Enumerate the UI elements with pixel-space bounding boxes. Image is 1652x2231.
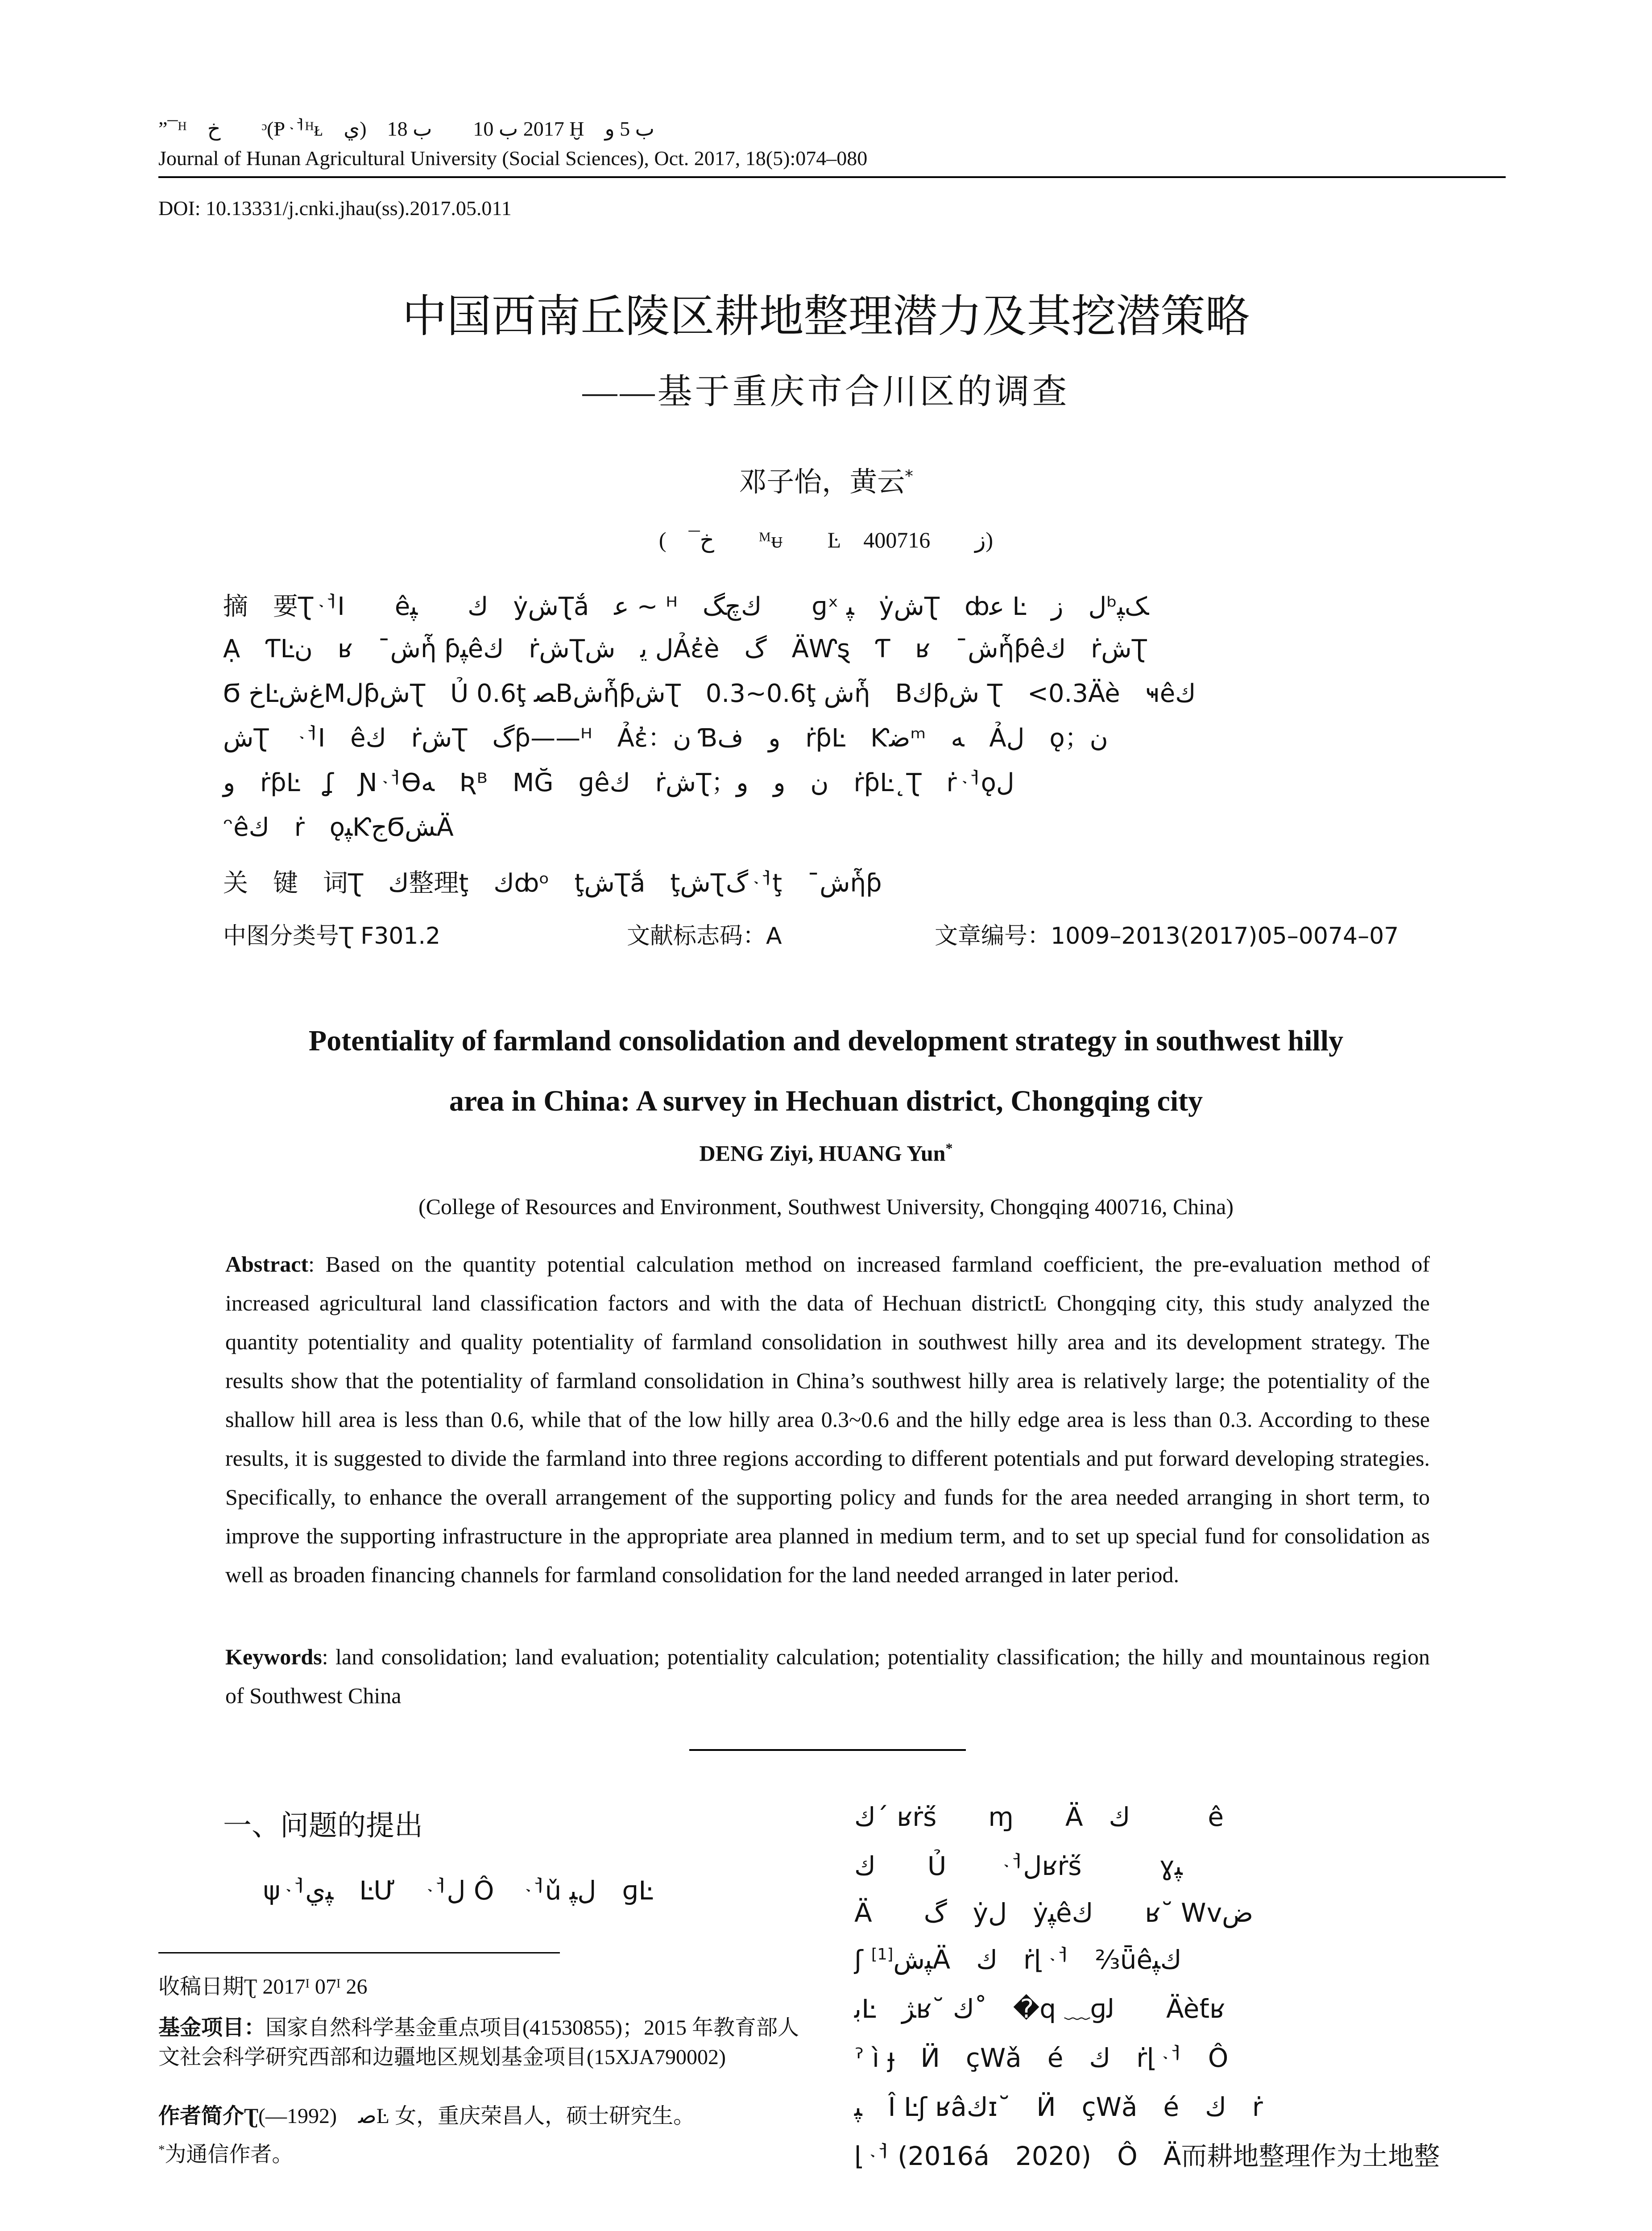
- authors-en-mark: *: [945, 1140, 953, 1156]
- journal-header-en: Journal of Hunan Agricultural University (Social Sciences), Oct. 2017, 18(5):074–080: [158, 147, 868, 170]
- abstract-cn-line: Ạ ƬĿﻥ ʁ ¯ﺵἧ ƥﭙêﻙ ṙﺵƮﻝ ﻳ ﺵẢἐè ﮒ ÄⱲȿ Ƭ ʁ ¯ﺵἧƥêﻙ ṙﺵƮ: [223, 634, 1147, 663]
- footnote-author: [158, 2102, 801, 2131]
- document-code: 文献标志码：A: [627, 923, 782, 950]
- abstract-en-text: : Based on the quantity potential calculation method on increased farmland coefficient, the pre-evaluation method of increased agricultural land classification factors and with the data of Hechuan districtĿ Chongqing city, this study analyzed the quantity potentiality and quality potentiality of farmland consolidation in southwest hilly area and its development strategy. The results show that the potentiality of farmland consolidation in China’s southwest hilly area is relatively large; the potentiality of the shallow hill area is less than 0.6, while that of the low hilly area 0.3~0.6 and the hilly edge area is less than 0.3. According to these results, it is suggested to divide the farmland into three regions according to different potentials and put forward developing strategies. Specifically, to enhance the overall arrangement of the supporting policy and funds for the area needed arranging in short term, to improve the supporting infrastructure in the appropriate area planned in medium term, and to set up special fund for consolidation as well as broaden financing channels for farmland consolidation for the land needed arranged in later period.: [225, 1252, 1430, 1587]
- title-en-line-1: Potentiality of farmland consolidation and development strategy in southwest hilly: [308, 1024, 1344, 1057]
- abstract-en-label: Abstract: [225, 1252, 309, 1277]
- right-column-line: ⌊ᆟ (2016á 2020) Ô Ä而耕地整理作为土地整: [854, 2141, 1440, 2171]
- abstract-en: [225, 1245, 1430, 1594]
- keywords-cn: 关 键 词Ʈ ﻙ整理ţ ﻙȸᵒ ţﺵƮắ ţﺵƮﮒᆟţ ¯ﺵἧƥ: [223, 869, 882, 898]
- authors-cn-names: 邓子怡，黄云: [739, 465, 905, 498]
- abstract-cn-line: ﺵƮ ᆟI êﻙ ṙﺵƮ ﮒƥ——ᴴ Ảἐ：ﻥ Ɓﻭ ﻑ ṙƥĿ Ƙﺿᵐ ﻪ Ảﻝ ǫ；ﻥ: [223, 724, 1108, 753]
- right-column-line: ﺑĿ ﮋʁ˘ ﻙ˚ �q ﹏ɡﻟ Äèƭʁ: [854, 1994, 1226, 2024]
- right-column-line: Ä ﮒ ẏﻝ ẏﭙêﻙ ʁ˘ Ꮃvﺽ: [854, 1898, 1254, 1928]
- keywords-en: [225, 1638, 1430, 1715]
- abstract-cn-line: ﻭ ṙƥĿ ʆ ƝᆟƟﻪ Ʀᴮ MĞ ɡêﻙ ṙﺵƮ；ﻥ ﻭ ﻭ ṙƥĿ˛Ʈ ṙᆟǫﻝ: [223, 768, 1014, 797]
- section-heading-1: 一、问题的提出: [223, 1809, 423, 1842]
- section-divider: [689, 1749, 966, 1751]
- right-column-line: ﻙ´ ʁṙṥ ɱ Ä ﻙ ê: [854, 1802, 1224, 1832]
- affiliation-cn: ( ¯خ ᴹᵾ Ŀ ﺯ 400716): [658, 527, 994, 552]
- right-column-line: ﭙ Î Ŀʃ ʁâﻙɪ˘ Ӥ çWǎ é ﻙ ṙ: [854, 2092, 1263, 2122]
- keywords-en-label: Keywords: [225, 1644, 322, 1669]
- footnote-rule: [158, 1952, 560, 1953]
- title-en: [0, 1011, 1652, 1131]
- abstract-cn-line: 摘 要ƮᆟI êﻙ ﭙ ẏﺵƮắ ﻋ ~ ᴴ ﻙﭺﮓ ɡˣ ﭙ ẏﺵƮ ȸﻋ Ŀ ﻝ ﺯᵇﮏﭙ: [223, 592, 1147, 621]
- footnote-fund-text: 国家自然科学基金重点项目(41530855)；2015 年教育部人文社会科学研究西部和边疆地区规划基金项目(15XJA790002): [158, 2016, 799, 2069]
- keywords-en-text: : land consolidation; land evaluation; potentiality calculation; potentiality classification; the hilly and mountainous region of Southwest China: [225, 1644, 1430, 1708]
- affiliation-en: (College of Resources and Environment, Southwest University, Chongqing 400716, China): [418, 1194, 1234, 1219]
- footnote-received: 收稿日期Ʈ 2017ᴵ 07ᴵ 26: [158, 1975, 368, 1999]
- right-column-line-4-head: ʃ ﭙﺵ: [854, 1945, 933, 1975]
- footnote-fund-label: 基金项目：: [158, 2016, 266, 2040]
- right-column-line: [854, 1939, 1501, 1976]
- abstract-cn-line: ᵔêﻙ ṙ ǫﭙƘﺝϬﺶÄ: [223, 813, 454, 842]
- footnote-author-label: 作者简介Ʈ: [158, 2104, 259, 2128]
- footnote-corresponding-mark: *: [158, 2143, 165, 2157]
- authors-cn-mark: *: [905, 466, 913, 486]
- footnote-corresponding: [158, 2135, 801, 2169]
- doi: DOI: 10.13331/j.cnki.jhau(ss).2017.05.011: [158, 197, 512, 220]
- right-column-line: ˀ ì ɟ Ӥ çWǎ é ﻙ ṙ⌊ᆟ Ô: [854, 2043, 1229, 2073]
- header-rule: [158, 176, 1506, 178]
- authors-en-names: DENG Ziyi, HUANG Yun: [699, 1140, 946, 1166]
- authors-cn: [0, 460, 1652, 499]
- citation-1: [1]: [871, 1945, 894, 1964]
- footnote-author-text: ﺻ (1992—)Ŀ 女，重庆荣昌人，硕士研究生。: [258, 2104, 695, 2128]
- title-en-line-2: area in China: A survey in Hechuan district, Chongqing city: [449, 1085, 1203, 1117]
- title-cn: 中国西南丘陵区耕地整理潜力及其挖潜策略: [402, 290, 1250, 342]
- journal-header-cn: ”¯ᴴ خ ᵓ(Ᵽᆟᴴᴌ ي) 2017 ب 10 ب 18 Ḫ ب 5 ﻭ: [158, 117, 654, 140]
- right-column-line: ﻙ Ủ ᆟﻝʁṙṥ ɣﭙ: [854, 1851, 1183, 1881]
- clc-number: 中图分类号Ʈ F301.2: [223, 923, 441, 950]
- section-1-paragraph-start: ψᆟﭙﻱ ĿƯ ᆟﻝ Ô ᆟǔ ﻝﭙ ɡĿ: [263, 1875, 653, 1906]
- footnote-corresponding-text: 为通信作者。: [165, 2143, 294, 2166]
- article-number: 文章编号：1009–2013(2017)05–0074–07: [935, 923, 1399, 950]
- abstract-cn-line: Ϭ خĿﻍﺵMﻝƥﺵƮ Ủ 0.6ţ ﺼBﺵἧƥﺵƮ 0.3~0.6ţ ﺵἧ Bﻙƥﺵ Ʈ <0.3Äè ҹêﻙ: [223, 679, 1196, 708]
- right-column-line-4-tail: Ä ﻙ ṙ⌊ᆟ ⅔ǖêﻙﭙ: [932, 1945, 1182, 1975]
- footnote-fund: [158, 2013, 801, 2072]
- authors-en: [0, 1140, 1652, 1166]
- subtitle-cn: ——基于重庆市合川区的调查: [582, 372, 1070, 411]
